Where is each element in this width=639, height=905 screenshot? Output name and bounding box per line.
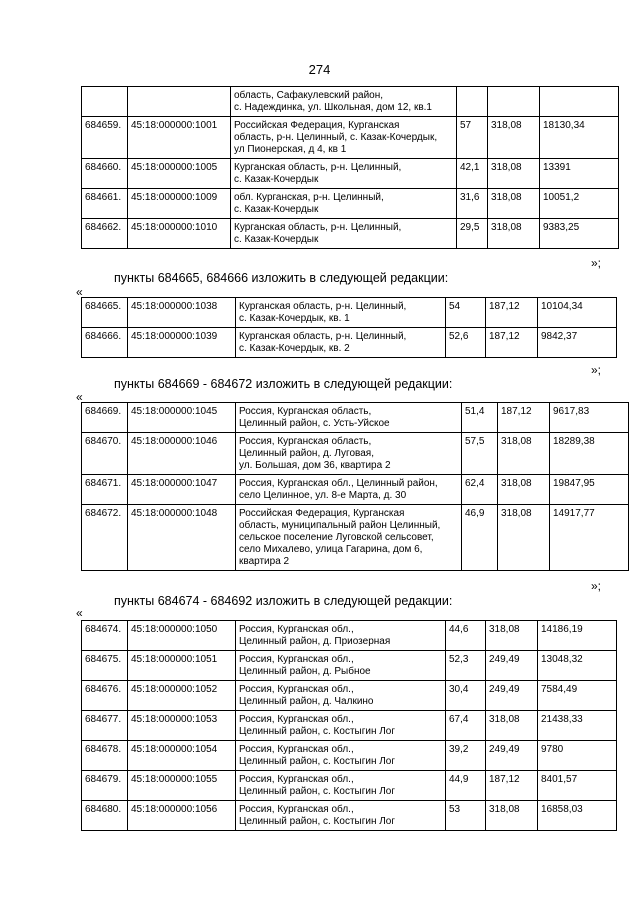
address-line: Целинный район, д. Рыбное: [239, 666, 371, 677]
area-cell: 44,6: [446, 621, 486, 651]
value-cell: 21438,33: [538, 711, 617, 741]
row-number-cell: 684661.: [82, 189, 128, 219]
address-line: с. Казак-Кочердык, кв. 1: [239, 313, 350, 324]
cadastral-number-cell: 45:18:000000:1009: [128, 189, 231, 219]
area-cell: 39,2: [446, 741, 486, 771]
address-cell: [236, 711, 446, 741]
address-line: Целинный район, с. Костыгин Лог: [239, 816, 396, 827]
rate-cell: 187,12: [498, 403, 550, 433]
address-line: Россия, Курганская обл.,: [239, 654, 354, 665]
rate-cell: 318,08: [486, 801, 538, 831]
area-cell: 52,3: [446, 651, 486, 681]
value-cell: 14917,77: [550, 505, 629, 571]
opening-quote-1: «: [76, 285, 83, 299]
address-line: с. Надеждинка, ул. Школьная, дом 12, кв.1: [234, 102, 432, 113]
address-line: область, Сафакулевский район,: [234, 90, 384, 101]
address-cell: [236, 475, 462, 505]
table-row: [82, 159, 619, 189]
address-line: село Целинное, ул. 8-е Марта, д. 30: [239, 490, 407, 501]
address-line: Целинный район, д. Приозерная: [239, 636, 391, 647]
rate-cell: 187,12: [486, 328, 538, 358]
area-cell: 29,5: [457, 219, 488, 249]
cadastral-number-cell: 45:18:000000:1050: [128, 621, 236, 651]
address-line: Россия, Курганская обл.,: [239, 744, 354, 755]
table-row: [82, 403, 629, 433]
address-line: с. Казак-Кочердык: [234, 204, 319, 215]
table-row: [82, 117, 619, 159]
address-cell: [236, 801, 446, 831]
address-cell: [236, 681, 446, 711]
opening-quote-2: «: [76, 390, 83, 404]
address-line: Курганская область, р-н. Целинный,: [234, 162, 402, 173]
value-cell: 19847,95: [550, 475, 629, 505]
cadastral-number-cell: 45:18:000000:1045: [128, 403, 236, 433]
value-cell: 9383,25: [540, 219, 619, 249]
rate-cell: 187,12: [486, 771, 538, 801]
area-cell: 51,4: [462, 403, 498, 433]
row-number-cell: 684680.: [82, 801, 128, 831]
area-cell: 67,4: [446, 711, 486, 741]
address-cell: [236, 298, 446, 328]
instruction-3: пункты 684674 - 684692 изложить в следующей редакции:: [114, 594, 453, 608]
address-line: Курганская область, р-н. Целинный,: [239, 331, 407, 342]
rate-cell: 249,49: [486, 651, 538, 681]
address-line: с. Казак-Кочердык: [234, 234, 319, 245]
table-row: [82, 681, 617, 711]
closing-quote-3: »;: [591, 579, 602, 593]
row-number-cell: [82, 87, 128, 117]
address-cell: [236, 651, 446, 681]
table-row: [82, 651, 617, 681]
address-line: обл. Курганская, р-н. Целинный,: [234, 192, 384, 203]
amendment-table-4: [81, 620, 617, 831]
address-line: село Михалево, улица Гагарина, дом 6,: [239, 544, 423, 555]
rate-cell: 318,08: [486, 711, 538, 741]
address-line: Российская Федерация, Курганская: [239, 508, 405, 519]
value-cell: 13048,32: [538, 651, 617, 681]
cadastral-number-cell: [128, 87, 231, 117]
address-cell: [236, 771, 446, 801]
row-number-cell: 684662.: [82, 219, 128, 249]
row-number-cell: 684679.: [82, 771, 128, 801]
address-line: Целинный район, с. Костыгин Лог: [239, 756, 396, 767]
area-cell: 46,9: [462, 505, 498, 571]
address-cell: [236, 621, 446, 651]
address-line: Российская Федерация, Курганская: [234, 120, 400, 131]
rate-cell: 249,49: [486, 741, 538, 771]
table-row: [82, 328, 617, 358]
address-line: Целинный район, с. Костыгин Лог: [239, 726, 396, 737]
rate-cell: 318,08: [488, 189, 540, 219]
cadastral-number-cell: 45:18:000000:1051: [128, 651, 236, 681]
address-line: с. Казак-Кочердык: [234, 174, 319, 185]
address-line: Россия, Курганская обл.,: [239, 804, 354, 815]
address-cell: [231, 219, 457, 249]
cadastral-number-cell: 45:18:000000:1054: [128, 741, 236, 771]
instruction-1: пункты 684665, 684666 изложить в следующей редакции:: [114, 271, 449, 285]
table-row: [82, 219, 619, 249]
row-number-cell: 684676.: [82, 681, 128, 711]
area-cell: [457, 87, 488, 117]
address-line: Россия, Курганская обл.,: [239, 714, 354, 725]
cadastral-number-cell: 45:18:000000:1005: [128, 159, 231, 189]
rate-cell: 249,49: [486, 681, 538, 711]
row-number-cell: 684672.: [82, 505, 128, 571]
closing-quote-2: »;: [591, 363, 602, 377]
row-number-cell: 684659.: [82, 117, 128, 159]
address-line: Целинный район, д. Луговая,: [239, 448, 375, 459]
value-cell: 13391: [540, 159, 619, 189]
value-cell: 7584,49: [538, 681, 617, 711]
address-line: область, р-н. Целинный, с. Казак-Кочердык,: [234, 132, 438, 143]
value-cell: 16858,03: [538, 801, 617, 831]
row-number-cell: 684669.: [82, 403, 128, 433]
address-line: Россия, Курганская обл.,: [239, 624, 354, 635]
table-row: [82, 621, 617, 651]
amendment-table-1: [81, 86, 619, 249]
rate-cell: 318,08: [488, 117, 540, 159]
address-cell: [231, 117, 457, 159]
area-cell: 54: [446, 298, 486, 328]
address-line: Курганская область, р-н. Целинный,: [239, 301, 407, 312]
row-number-cell: 684675.: [82, 651, 128, 681]
area-cell: 31,6: [457, 189, 488, 219]
page-number: 274: [308, 62, 331, 77]
instruction-2: пункты 684669 - 684672 изложить в следующей редакции:: [114, 377, 453, 391]
table-row: [82, 771, 617, 801]
address-line: Целинный район, д. Чалкино: [239, 696, 374, 707]
address-cell: [236, 433, 462, 475]
address-cell: [231, 159, 457, 189]
amendment-table-2: [81, 297, 617, 358]
area-cell: 53: [446, 801, 486, 831]
area-cell: 42,1: [457, 159, 488, 189]
address-line: Курганская область, р-н. Целинный,: [234, 222, 402, 233]
opening-quote-3: «: [76, 606, 83, 620]
value-cell: 9780: [538, 741, 617, 771]
cadastral-number-cell: 45:18:000000:1038: [128, 298, 236, 328]
address-line: сельское поселение Луговской сельсовет,: [239, 532, 434, 543]
cadastral-number-cell: 45:18:000000:1010: [128, 219, 231, 249]
area-cell: 52,6: [446, 328, 486, 358]
table-row: [82, 475, 629, 505]
address-line: Россия, Курганская обл.,: [239, 684, 354, 695]
area-cell: 57,5: [462, 433, 498, 475]
row-number-cell: 684678.: [82, 741, 128, 771]
rate-cell: 318,08: [498, 505, 550, 571]
value-cell: 9617,83: [550, 403, 629, 433]
table-row: [82, 87, 619, 117]
value-cell: 10051,2: [540, 189, 619, 219]
cadastral-number-cell: 45:18:000000:1047: [128, 475, 236, 505]
amendment-table-3: [81, 402, 629, 571]
row-number-cell: 684670.: [82, 433, 128, 475]
cadastral-number-cell: 45:18:000000:1052: [128, 681, 236, 711]
value-cell: 8401,57: [538, 771, 617, 801]
row-number-cell: 684674.: [82, 621, 128, 651]
area-cell: 44,9: [446, 771, 486, 801]
address-line: квартира 2: [239, 556, 290, 567]
table-row: [82, 298, 617, 328]
cadastral-number-cell: 45:18:000000:1039: [128, 328, 236, 358]
rate-cell: 318,08: [498, 433, 550, 475]
address-line: Целинный район, с. Усть-Уйское: [239, 418, 390, 429]
cadastral-number-cell: 45:18:000000:1046: [128, 433, 236, 475]
table-row: [82, 433, 629, 475]
address-cell: [236, 505, 462, 571]
table-row: [82, 711, 617, 741]
address-line: Россия, Курганская обл.,: [239, 774, 354, 785]
area-cell: 57: [457, 117, 488, 159]
table-row: [82, 189, 619, 219]
rate-cell: 318,08: [486, 621, 538, 651]
address-line: Россия, Курганская область,: [239, 436, 372, 447]
cadastral-number-cell: 45:18:000000:1053: [128, 711, 236, 741]
value-cell: 9842,37: [538, 328, 617, 358]
address-cell: [236, 403, 462, 433]
rate-cell: 318,08: [498, 475, 550, 505]
value-cell: [540, 87, 619, 117]
value-cell: 14186,19: [538, 621, 617, 651]
table-row: [82, 801, 617, 831]
address-line: ул Пионерская, д 4, кв 1: [234, 144, 347, 155]
address-cell: [236, 741, 446, 771]
rate-cell: 318,08: [488, 159, 540, 189]
rate-cell: 318,08: [488, 219, 540, 249]
cadastral-number-cell: 45:18:000000:1001: [128, 117, 231, 159]
address-line: ул. Большая, дом 36, квартира 2: [239, 460, 391, 471]
value-cell: 18289,38: [550, 433, 629, 475]
closing-quote-1: »;: [591, 256, 602, 270]
address-line: Россия, Курганская область,: [239, 406, 372, 417]
address-cell: [231, 87, 457, 117]
cadastral-number-cell: 45:18:000000:1055: [128, 771, 236, 801]
address-line: Россия, Курганская обл., Целинный район,: [239, 478, 438, 489]
table-row: [82, 741, 617, 771]
table-row: [82, 505, 629, 571]
address-line: Целинный район, с. Костыгин Лог: [239, 786, 396, 797]
row-number-cell: 684666.: [82, 328, 128, 358]
area-cell: 30,4: [446, 681, 486, 711]
address-cell: [231, 189, 457, 219]
row-number-cell: 684665.: [82, 298, 128, 328]
rate-cell: 187,12: [486, 298, 538, 328]
cadastral-number-cell: 45:18:000000:1048: [128, 505, 236, 571]
row-number-cell: 684671.: [82, 475, 128, 505]
area-cell: 62,4: [462, 475, 498, 505]
address-line: область, муниципальный район Целинный,: [239, 520, 441, 531]
value-cell: 10104,34: [538, 298, 617, 328]
rate-cell: [488, 87, 540, 117]
address-cell: [236, 328, 446, 358]
row-number-cell: 684660.: [82, 159, 128, 189]
value-cell: 18130,34: [540, 117, 619, 159]
row-number-cell: 684677.: [82, 711, 128, 741]
cadastral-number-cell: 45:18:000000:1056: [128, 801, 236, 831]
address-line: с. Казак-Кочердык, кв. 2: [239, 343, 350, 354]
